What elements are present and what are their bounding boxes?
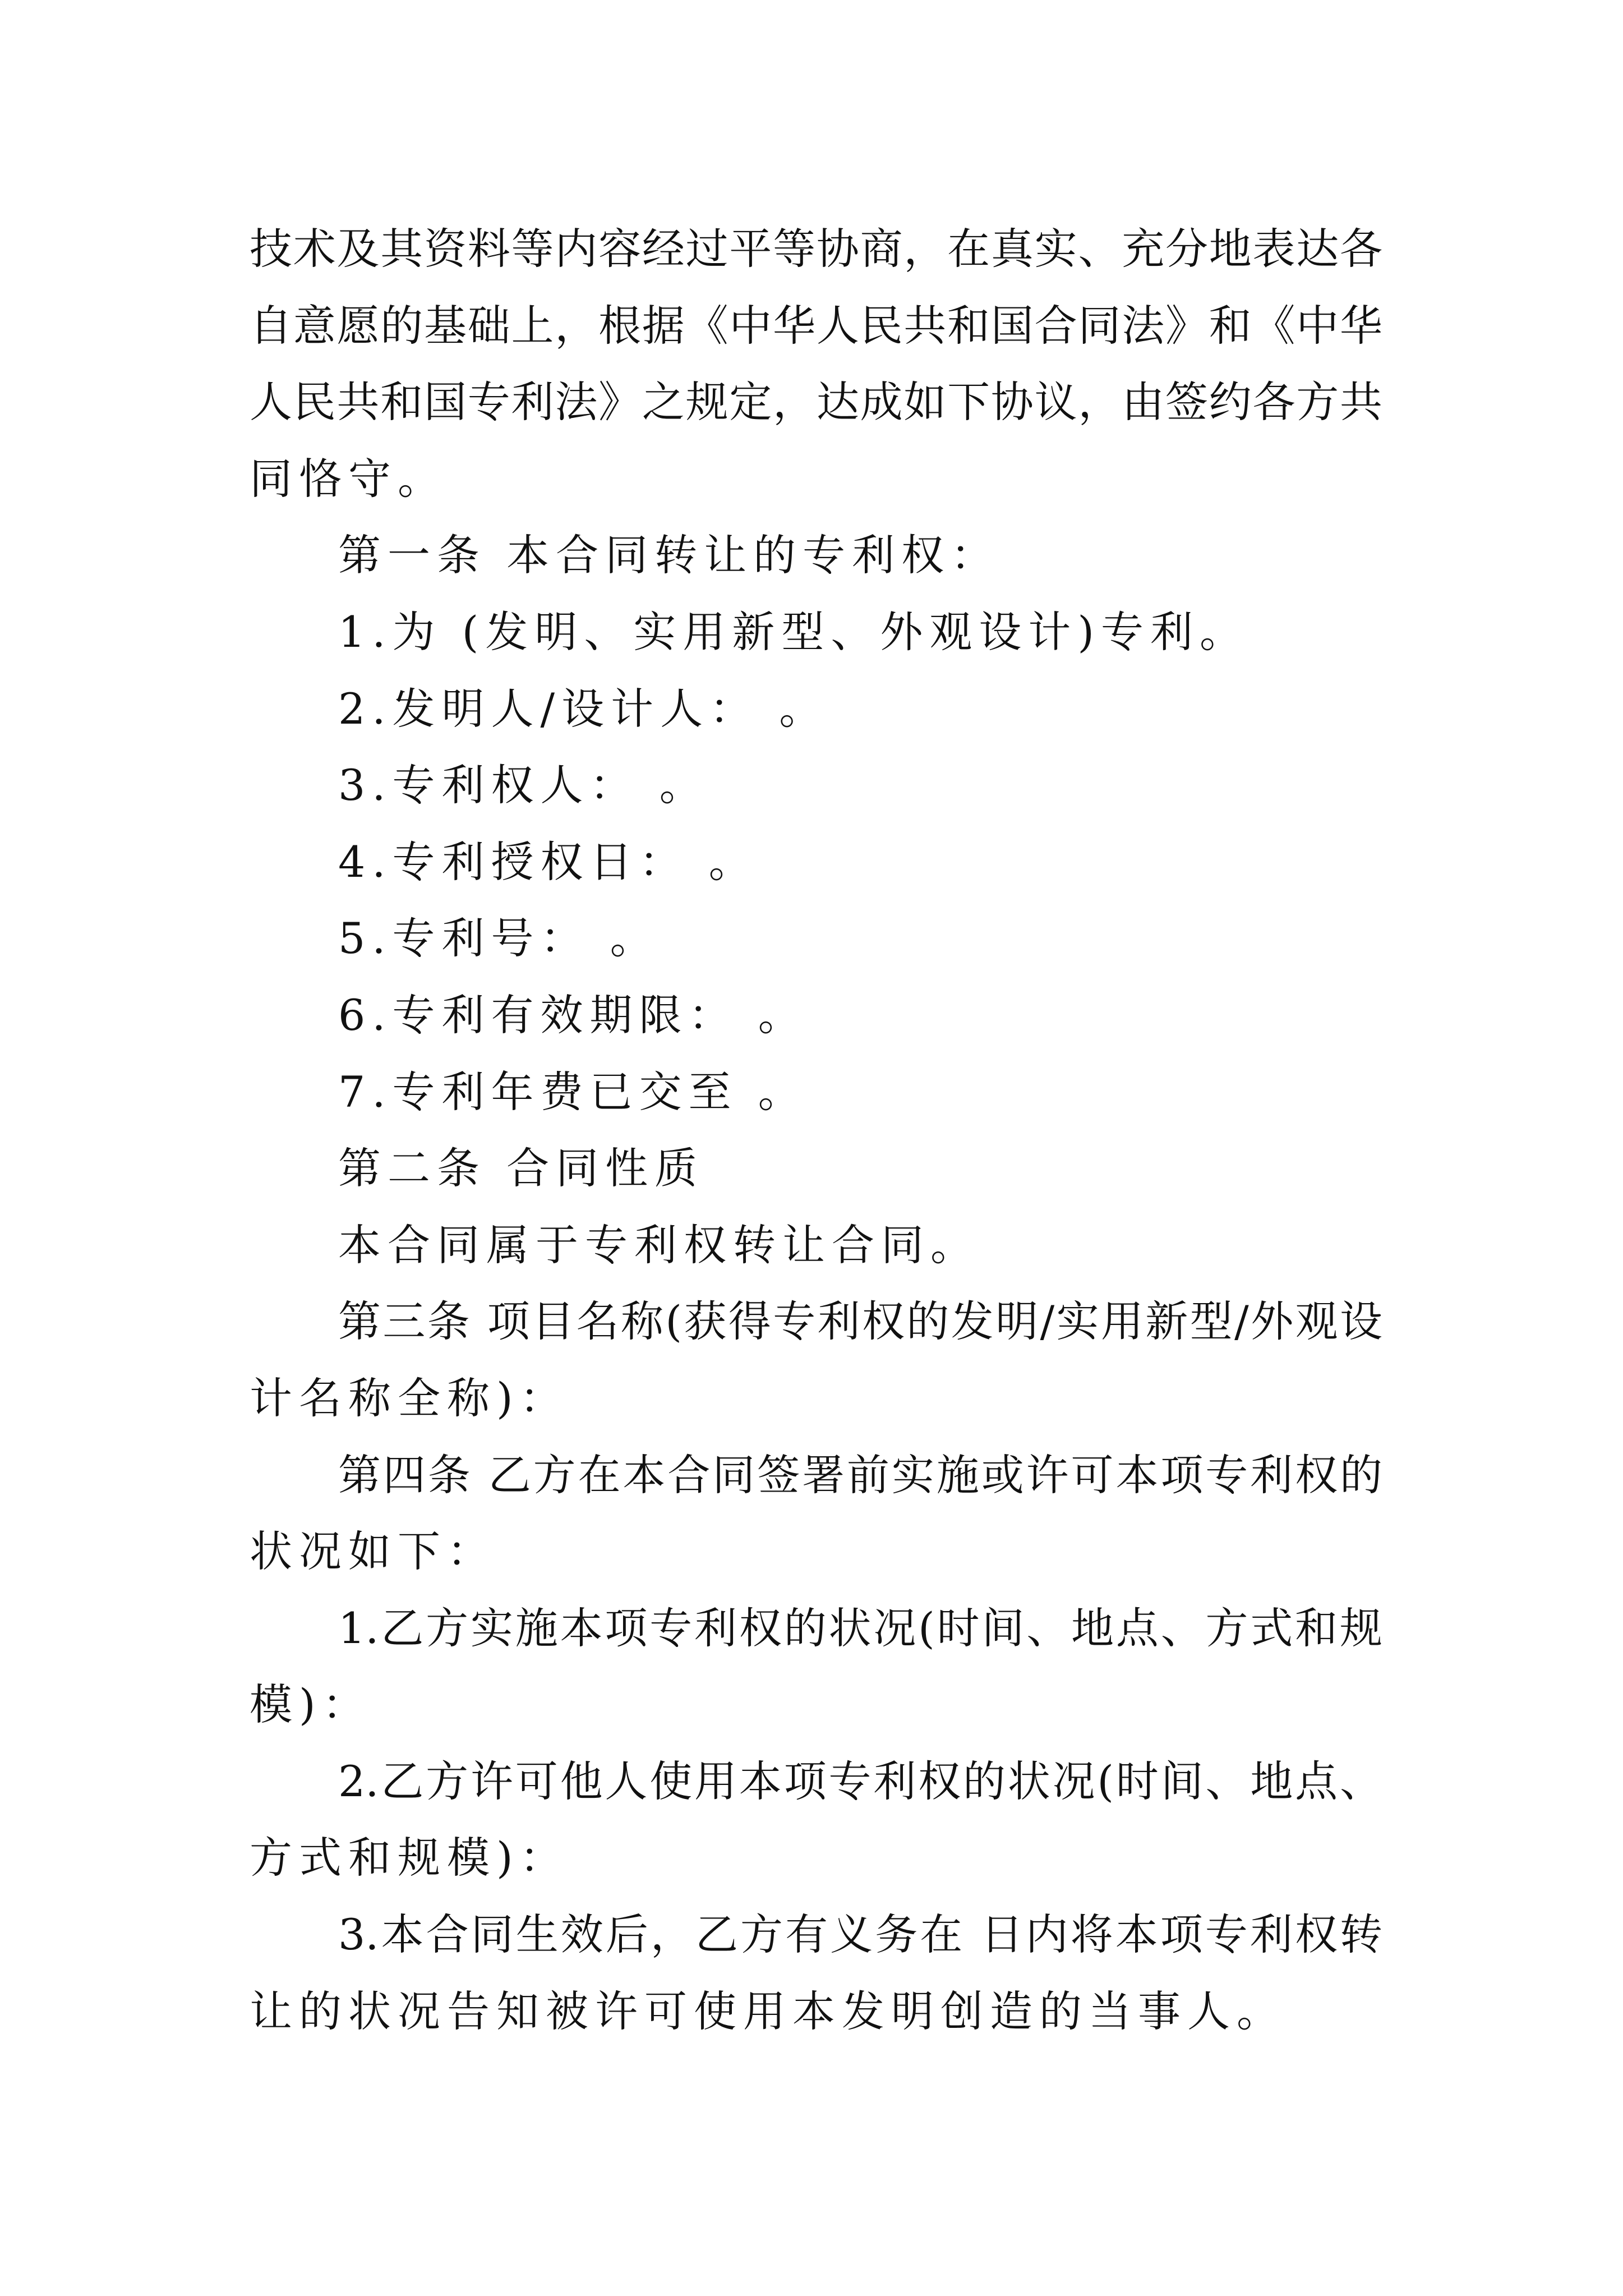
text-line: 自意愿的基础上，根据《中华人民共和国合同法》和《中华 <box>250 300 1382 351</box>
text-line: 同恪守。 <box>250 453 447 504</box>
list-item: 1.为 (发明、实用新型、外观设计)专利。 <box>338 606 1249 657</box>
text-line: 模)： <box>250 1680 372 1730</box>
list-item: 1.乙方实施本项专利权的状况(时间、地点、方式和规 <box>338 1603 1382 1653</box>
list-item: 6.专利有效期限： 。 <box>338 990 808 1040</box>
list-item: 4.专利授权日： 。 <box>338 836 758 887</box>
list-item: 7.专利年费已交至 。 <box>338 1066 808 1117</box>
section-heading-3: 第三条 项目名称(获得专利权的发明/实用新型/外观设 <box>338 1296 1382 1347</box>
document-body <box>250 211 1382 2050</box>
list-item: 5.专利号： 。 <box>338 913 660 964</box>
list-item: 2.发明人/设计人： 。 <box>338 683 829 734</box>
text-line: 技术及其资料等内容经过平等协商，在真实、充分地表达各 <box>250 224 1382 274</box>
section-heading-1: 第一条 本合同转让的专利权： <box>338 530 1000 581</box>
text-line: 本合同属于专利权转让合同。 <box>338 1220 980 1270</box>
text-line: 计名称全称)： <box>250 1373 569 1423</box>
section-heading-2: 第二条 合同性质 <box>338 1143 704 1194</box>
list-item: 3.本合同生效后，乙方有义务在 日内将本项专利权转 <box>338 1910 1382 1960</box>
text-line: 方式和规模)： <box>250 1833 569 1883</box>
text-line: 让的状况告知被许可使用本发明创造的当事人。 <box>250 1986 1286 2036</box>
section-heading-4: 第四条 乙方在本合同签署前实施或许可本项专利权的 <box>338 1450 1382 1500</box>
text-line: 状况如下： <box>250 1526 496 1577</box>
list-item: 2.乙方许可他人使用本项专利权的状况(时间、地点、 <box>338 1756 1382 1806</box>
text-line: 人民共和国专利法》之规定，达成如下协议，由签约各方共 <box>250 377 1382 427</box>
list-item: 3.专利权人： 。 <box>338 760 709 811</box>
